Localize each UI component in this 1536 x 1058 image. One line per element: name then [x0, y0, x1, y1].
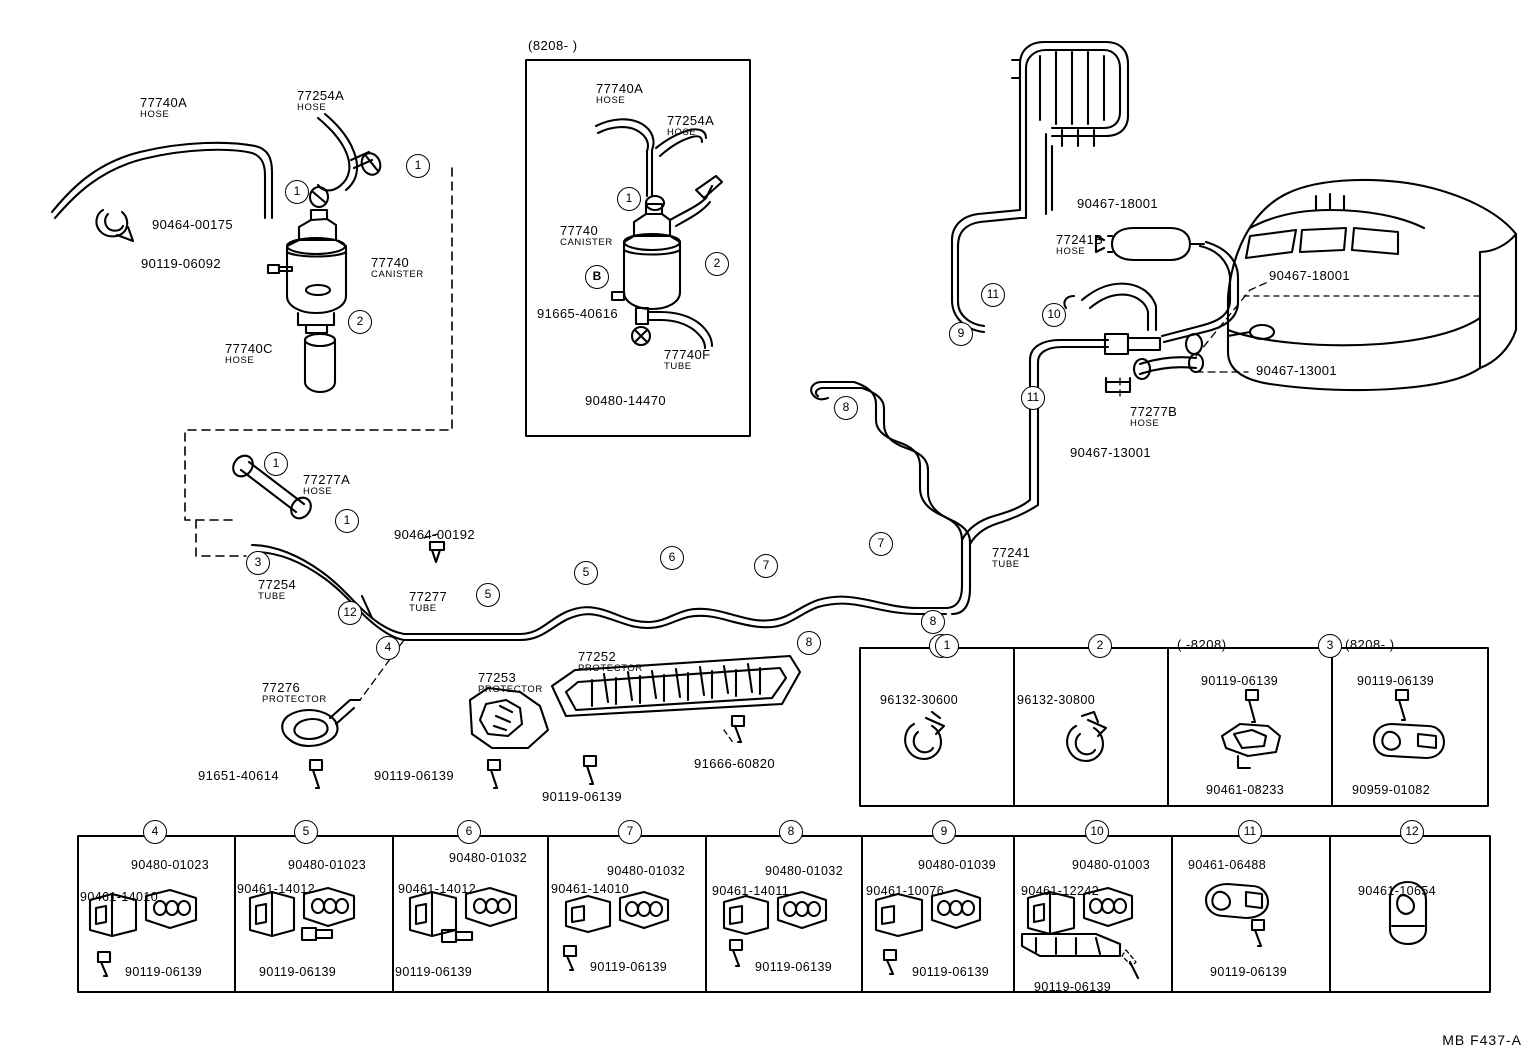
part-number: 77241B	[1056, 232, 1104, 247]
part-number: 77740A	[596, 81, 644, 96]
part-type: TUBE	[258, 591, 286, 602]
legend-bottom-part-5-1: 90461-14012	[237, 882, 316, 896]
legend-bottom-part-6-1: 90461-14012	[398, 882, 477, 896]
inset-part-label-i3	[560, 224, 613, 248]
callout-marker-11: 7	[754, 554, 778, 578]
part-number: 90464-00175	[152, 217, 234, 232]
legend-bottom-part-5-2: 90119-06139	[259, 965, 337, 979]
legend-bottom-part-7-2: 90119-06139	[590, 960, 668, 974]
part-number: 90119-06139	[542, 789, 623, 804]
part-label-l8	[394, 528, 475, 541]
legend-bottom-number-4: 4	[143, 820, 167, 844]
callout-marker-15: 7	[869, 532, 893, 556]
legend-top-part-0: 96132-30600	[880, 693, 959, 707]
legend-top-part-2: 90119-06139	[1201, 674, 1279, 688]
part-type: HOSE	[596, 95, 626, 106]
callout-marker-16: 8	[834, 396, 858, 420]
part-label-l17	[694, 757, 775, 770]
callout-marker-5: 3	[246, 551, 270, 575]
legend-top-part-3: 90119-06139	[1357, 674, 1435, 688]
part-number: 77740F	[664, 347, 711, 362]
inset-callout-marker-2: B	[585, 265, 609, 289]
callout-marker-4: 1	[335, 509, 359, 533]
legend-bottom-part-5-0: 90480-01023	[288, 858, 367, 872]
part-number: 77277	[409, 589, 448, 604]
part-number: 77277B	[1130, 404, 1178, 419]
part-label-l21	[1269, 269, 1350, 282]
legend-top-number-2: 2	[1088, 634, 1112, 658]
part-type: HOSE	[667, 127, 697, 138]
part-label-l3	[152, 218, 233, 231]
part-number: 77252	[578, 649, 617, 664]
part-number: 77276	[262, 680, 301, 695]
legend-bottom-part-11-1: 90119-06139	[1210, 965, 1288, 979]
part-label-l10	[409, 590, 447, 614]
legend-bottom-number-6: 6	[457, 820, 481, 844]
part-number: 77740A	[140, 95, 188, 110]
legend-bottom-part-11-0: 90461-06488	[1188, 858, 1267, 872]
legend-bottom-number-5: 5	[294, 820, 318, 844]
legend-top-part-alt-2: 90461-08233	[1206, 783, 1285, 797]
part-label-l22	[1256, 364, 1337, 377]
part-number: 91666-60820	[694, 756, 776, 771]
legend-bottom-part-6-0: 90480-01032	[449, 851, 528, 865]
part-type: PROTECTOR	[262, 694, 327, 705]
part-label-l15	[374, 769, 454, 782]
part-number: 77241	[992, 545, 1031, 560]
part-label-l19	[1077, 197, 1158, 210]
part-type: HOSE	[297, 102, 327, 113]
legend-top-number-3: 3	[1318, 634, 1342, 658]
part-number: 90467-13001	[1070, 445, 1152, 460]
part-label-l18	[992, 546, 1030, 570]
callout-marker-0: 1	[406, 154, 430, 178]
part-label-l4	[141, 257, 221, 270]
part-type: PROTECTOR	[578, 663, 643, 674]
callout-marker-19: 10	[1042, 303, 1066, 327]
part-label-l16	[542, 790, 622, 803]
part-label-l24	[1070, 446, 1151, 459]
part-number: 77740	[560, 223, 599, 238]
part-number: 77740	[371, 255, 410, 270]
part-number: 77254	[258, 577, 297, 592]
legend-bottom-part-9-1: 90461-10076	[866, 884, 945, 898]
callout-marker-8: 5	[476, 583, 500, 607]
callout-marker-2: 2	[348, 310, 372, 334]
part-number: 77740C	[225, 341, 273, 356]
part-type: TUBE	[409, 603, 437, 614]
inset-part-label-i4	[537, 307, 618, 320]
part-number: 77277A	[303, 472, 351, 487]
callout-marker-1: 1	[285, 180, 309, 204]
legend-bottom-number-8: 8	[779, 820, 803, 844]
legend-bottom-part-10-2: 90119-06139	[1034, 980, 1112, 994]
legend-bottom-part-10-0: 90480-01003	[1072, 858, 1151, 872]
callout-marker-10: 6	[660, 546, 684, 570]
part-number: 77254A	[297, 88, 345, 103]
legend-bottom-part-9-2: 90119-06139	[912, 965, 990, 979]
part-type: HOSE	[140, 109, 170, 120]
callout-marker-3: 1	[264, 452, 288, 476]
part-type: PROTECTOR	[478, 684, 543, 695]
part-label-l12	[478, 671, 543, 695]
part-label-l5	[371, 256, 424, 280]
part-type: HOSE	[225, 355, 255, 366]
inset-part-label-i2	[667, 114, 714, 138]
legend-bottom-part-4-1: 90461-14010	[80, 890, 159, 904]
part-label-l9	[258, 578, 296, 602]
inset-callout-marker-0: 1	[617, 187, 641, 211]
legend-top-part-alt-3: 90959-01082	[1352, 783, 1431, 797]
part-label-l13	[262, 681, 327, 705]
legend-bottom-part-12-0: 90461-10654	[1358, 884, 1437, 898]
part-number: 91651-40614	[198, 768, 280, 783]
part-type: TUBE	[992, 559, 1020, 570]
inset-part-label-i5	[664, 348, 711, 372]
sheet-code: MB F437-A	[1442, 1032, 1522, 1048]
part-type: HOSE	[1130, 418, 1160, 429]
legend-top-number-1: 1	[935, 634, 959, 658]
legend-top-daterange-3: (8208- )	[1345, 637, 1395, 652]
part-label-l11	[578, 650, 643, 674]
legend-bottom-part-9-0: 90480-01039	[918, 858, 997, 872]
part-number: 77253	[478, 670, 517, 685]
legend-bottom-part-6-2: 90119-06139	[395, 965, 473, 979]
legend-bottom-number-11: 11	[1238, 820, 1262, 844]
part-label-l14	[198, 769, 279, 782]
legend-bottom-number-10: 10	[1085, 820, 1109, 844]
part-label-l23	[1130, 405, 1177, 429]
part-number: 90480-14470	[585, 393, 667, 408]
part-number: 77254A	[667, 113, 715, 128]
callout-marker-18: 11	[981, 283, 1005, 307]
legend-top-daterange-2: ( -8208)	[1177, 637, 1227, 652]
part-type: CANISTER	[371, 269, 424, 280]
legend-bottom-part-7-1: 90461-14010	[551, 882, 630, 896]
inset-part-label-i6	[585, 394, 666, 407]
part-label-l1	[140, 96, 187, 120]
legend-bottom-part-8-2: 90119-06139	[755, 960, 833, 974]
callout-marker-6: 12	[338, 601, 362, 625]
part-number: 90119-06092	[141, 256, 222, 271]
legend-bottom-part-7-0: 90480-01032	[607, 864, 686, 878]
legend-bottom-part-4-0: 90480-01023	[131, 858, 210, 872]
part-label-l7	[303, 473, 350, 497]
callout-marker-7: 4	[376, 636, 400, 660]
part-number: 90119-06139	[374, 768, 455, 783]
callout-marker-17: 9	[949, 322, 973, 346]
legend-bottom-number-7: 7	[618, 820, 642, 844]
part-label-l20	[1056, 233, 1103, 257]
part-type: HOSE	[1056, 246, 1086, 257]
part-label-l6	[225, 342, 273, 366]
inset-date-range: (8208- )	[528, 38, 578, 53]
part-type: HOSE	[303, 486, 333, 497]
inset-part-label-i1	[596, 82, 643, 106]
part-number: 90464-00192	[394, 527, 476, 542]
legend-bottom-number-9: 9	[932, 820, 956, 844]
legend-bottom-part-8-0: 90480-01032	[765, 864, 844, 878]
legend-bottom-part-4-2: 90119-06139	[125, 965, 203, 979]
part-number: 90467-13001	[1256, 363, 1338, 378]
callout-marker-13: 8	[921, 610, 945, 634]
part-number: 90467-18001	[1269, 268, 1351, 283]
callout-marker-12: 8	[797, 631, 821, 655]
legend-bottom-part-10-1: 90461-12242	[1021, 884, 1100, 898]
part-number: 90467-18001	[1077, 196, 1159, 211]
inset-callout-marker-1: 2	[705, 252, 729, 276]
legend-top-part-1: 96132-30800	[1017, 693, 1096, 707]
part-label-l2	[297, 89, 344, 113]
part-type: TUBE	[664, 361, 692, 372]
part-type: CANISTER	[560, 237, 613, 248]
part-number: 91665-40616	[537, 306, 619, 321]
legend-bottom-part-8-1: 90461-14011	[712, 884, 790, 898]
legend-bottom-number-12: 12	[1400, 820, 1424, 844]
callout-marker-9: 5	[574, 561, 598, 585]
callout-marker-20: 11	[1021, 386, 1045, 410]
